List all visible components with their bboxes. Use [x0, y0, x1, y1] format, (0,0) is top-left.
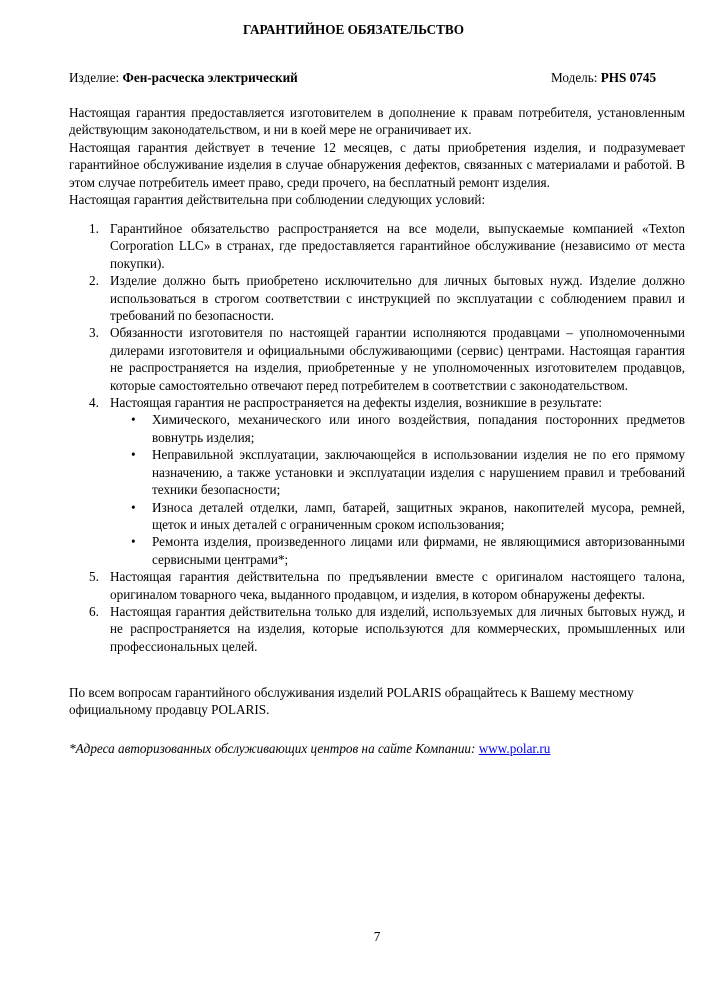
condition-number: 6.: [89, 603, 99, 619]
condition-text: Настоящая гарантия действительна по предъявлении вместе с оригиналом настоящего талона, оригиналом товарного чека, выданного продавцом, и изделия, в котором обнаружены дефекты.: [110, 569, 685, 602]
condition-text: Изделие должно быть приобретено исключительно для личных бытовых нужд. Изделие должно использоваться в строгом соответствии с инструкцией по эксплуатации с соблюдением правил и требований по безопасности.: [110, 273, 685, 324]
product-label: Изделие:: [69, 70, 123, 85]
exclusion-text: Неправильной эксплуатации, заключающейся в использовании изделия не по его прямому назначению, а также установки и эксплуатации изделия с нарушением правил и требований техники безопасности;: [152, 447, 685, 498]
condition-number: 5.: [89, 569, 99, 585]
condition-item: [69, 394, 685, 568]
condition-number: 4.: [89, 395, 99, 411]
page-number: 7: [373, 929, 381, 944]
note-text: *Адреса авторизованных обслуживающих центров на сайте Компании:: [69, 741, 479, 756]
intro-section: [69, 104, 685, 208]
condition-text: Настоящая гарантия действительна только для изделий, используемых для личных бытовых нужд, и не распространяется на изделия, которые используются для коммерческих, промышленных или профессиональных целей.: [110, 603, 685, 654]
product-name: Фен-расческа электрический: [122, 70, 298, 85]
bullet-icon: •: [131, 412, 136, 428]
bullet-icon: •: [131, 534, 136, 550]
contact-paragraph: [69, 684, 685, 719]
exclusion-item: [110, 411, 685, 446]
condition-number: 1.: [89, 221, 99, 236]
condition-text: Настоящая гарантия не распространяется на дефекты изделия, возникшие в результате:: [110, 395, 603, 411]
bullet-icon: •: [131, 499, 136, 515]
condition-item: [69, 568, 685, 603]
condition-item: [69, 272, 685, 324]
contact-line: официальному продавцу POLARIS.: [69, 702, 270, 718]
condition-text: Гарантийное обязательство распространяется на все модели, выпускаемые компанией «Texton Corporation LLC» в странах, где предоставляется гарантийное обслуживание (независимо от места покупки).: [110, 221, 685, 271]
contact-line: По всем вопросам гарантийного обслуживания изделий POLARIS обращайтесь к Вашему местному: [69, 685, 634, 700]
exclusion-text: Ремонта изделия, произведенного лицами или фирмами, не являющимися авторизованными сервисными центрами*;: [152, 534, 685, 567]
condition-item: [69, 603, 685, 655]
exclusion-text: Химического, механического или иного воздействия, попадания посторонних предметов вовнутрь изделия;: [152, 412, 685, 445]
exclusion-item: [110, 533, 685, 568]
condition-number: 3.: [89, 325, 99, 341]
intro-paragraph: Настоящая гарантия действует в течение 12 месяцев, с даты приобретения изделия, и подразумевает гарантийное обслуживание изделия в случае обнаружения дефектов, связанных с материалами и работой. В этом случае потребитель имеет право, среди прочего, на бесплатный ремонт изделия.: [69, 139, 685, 190]
intro-paragraph: Настоящая гарантия предоставляется изготовителем в дополнение к правам потребителя, установленным действующим законодательством, и ни в коей мере не ограничивает их.: [69, 105, 685, 138]
condition-text: Обязанности изготовителя по настоящей гарантии исполняются продавцами – уполномоченными дилерами изготовителя и официальными обслуживающими (сервис) центрами. Настоящая гарантия не распространяется на изделия, приобретенные у не уполномоченных изготовителем продавцов, которые самостоятельно отвечают перед потребителем в соответствии с законодательством.: [110, 325, 685, 393]
condition-number: 2.: [89, 273, 99, 289]
conditions-list: [69, 220, 685, 655]
model-label: Модель:: [551, 70, 601, 85]
model-info: [551, 69, 656, 86]
model-number: PHS 0745: [600, 70, 657, 85]
service-centers-note: [69, 740, 685, 757]
exclusions-list: [110, 411, 685, 568]
exclusion-text: Износа деталей отделки, ламп, батарей, защитных экранов, накопителей мусора, ремней, щеток и иных деталей с ограниченным сроком использования;: [152, 499, 685, 532]
condition-item: [69, 324, 685, 394]
exclusion-item: [110, 499, 685, 534]
website-link[interactable]: www.polar.ru: [478, 741, 551, 756]
document-title: ГАРАНТИЙНОЕ ОБЯЗАТЕЛЬСТВО: [243, 22, 464, 37]
product-line: [69, 69, 669, 86]
condition-item: [69, 220, 685, 272]
bullet-icon: •: [131, 447, 136, 463]
exclusion-item: [110, 446, 685, 498]
intro-paragraph: Настоящая гарантия действительна при соблюдении следующих условий:: [69, 192, 486, 208]
